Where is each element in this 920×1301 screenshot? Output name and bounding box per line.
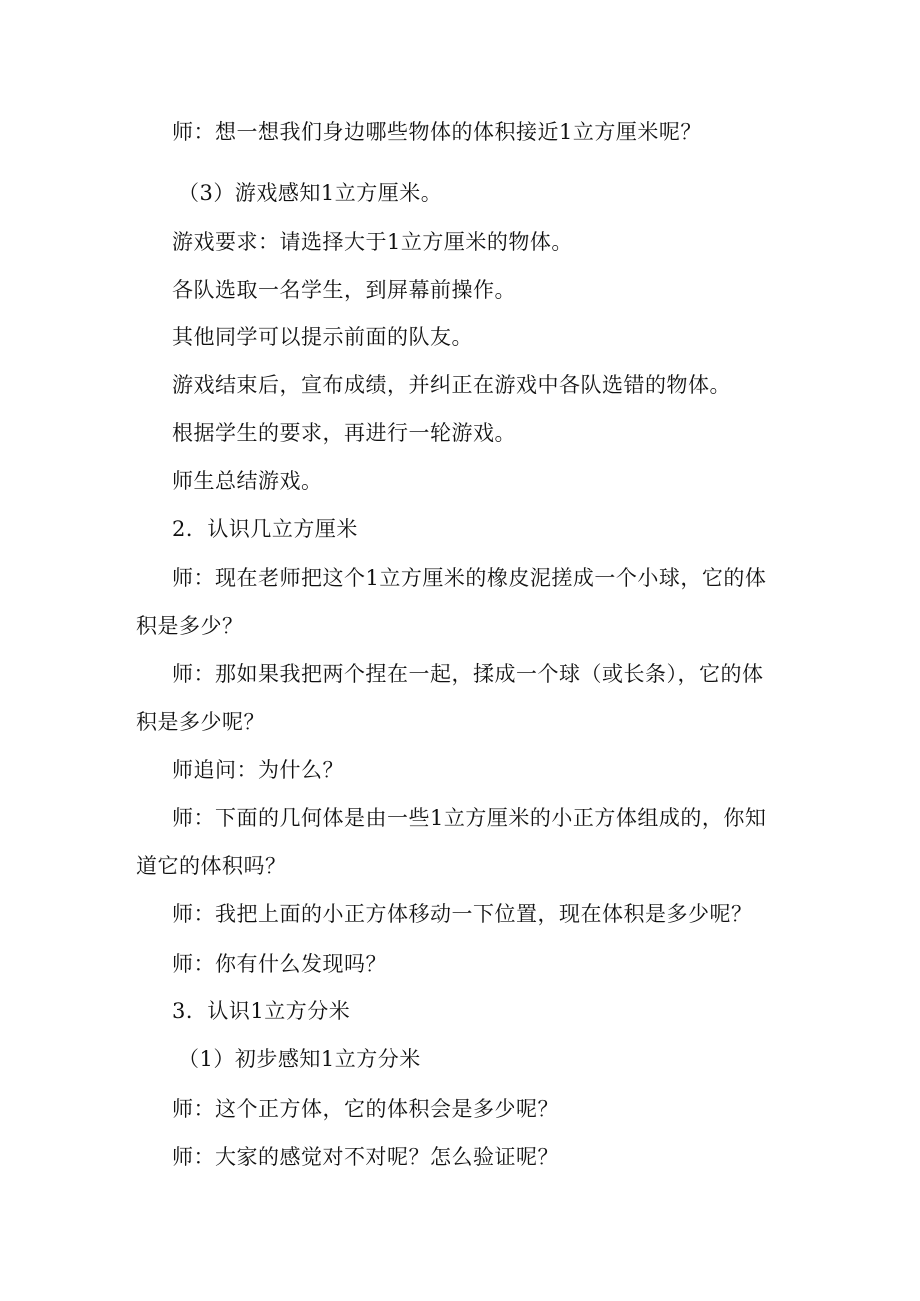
paragraph-line: 师：下面的几何体是由一些1立方厘米的小正方体组成的，你知: [172, 806, 767, 830]
paragraph-line: 游戏结束后，宣布成绩，并纠正在游戏中各队选错的物体。: [172, 373, 731, 397]
paragraph-continuation: 积是多少呢？: [136, 710, 265, 734]
paragraph-line: 师：大家的感觉对不对呢？怎么验证呢？: [172, 1145, 559, 1169]
paragraph-line: 师：现在老师把这个1立方厘米的橡皮泥搓成一个小球，它的体: [172, 566, 767, 590]
paragraph-continuation: 积是多少？: [136, 614, 244, 638]
paragraph-line: 各队选取一名学生，到屏幕前操作。: [172, 278, 516, 302]
paragraph-line: 游戏要求：请选择大于1立方厘米的物体。: [172, 230, 573, 254]
paragraph-line: 师：那如果我把两个捏在一起，揉成一个球（或长条），它的体: [172, 662, 764, 686]
subsection-heading: （1）初步感知1立方分米: [178, 1047, 421, 1071]
section-heading: （3）游戏感知1立方厘米。: [178, 181, 443, 205]
paragraph-line: 师：我把上面的小正方体移动一下位置，现在体积是多少呢？: [172, 902, 753, 926]
paragraph-line: 师：这个正方体，它的体积会是多少呢？: [172, 1097, 559, 1121]
section-heading: 3．认识1立方分米: [172, 999, 351, 1023]
paragraph-line: 其他同学可以提示前面的队友。: [172, 325, 473, 349]
paragraph-line: 师生总结游戏。: [172, 469, 323, 493]
section-heading: 2．认识几立方厘米: [172, 517, 358, 541]
paragraph-line: 师追问：为什么？: [172, 758, 344, 782]
paragraph-line: 师：你有什么发现吗？: [172, 952, 387, 976]
paragraph-line: 师：想一想我们身边哪些物体的体积接近1立方厘米呢？: [172, 120, 702, 144]
paragraph-line: 根据学生的要求，再进行一轮游戏。: [172, 421, 516, 445]
paragraph-continuation: 道它的体积吗？: [136, 854, 287, 878]
